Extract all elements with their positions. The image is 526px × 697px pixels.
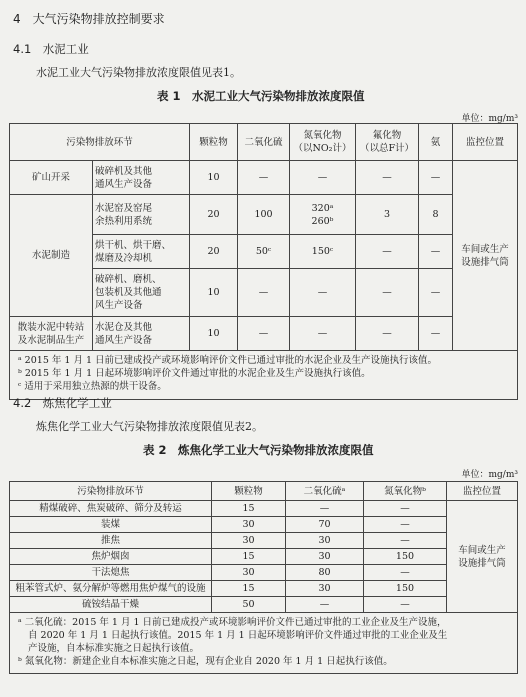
t2-nox: —: [364, 565, 447, 581]
t2-header-so2: 二氧化硫ᵃ: [286, 482, 364, 501]
t2-header-pm: 颗粒物: [212, 482, 286, 501]
table-row: [10, 317, 518, 351]
t2-header-stage: 污染物排放环节: [10, 482, 212, 501]
t1-ammonia: —: [419, 161, 453, 195]
t2-pm: 30: [212, 565, 286, 581]
t2-note-a-line3: 产设施，自本标准实施之日起执行该值。: [28, 643, 200, 654]
t1-monitor: 车间或生产 设施排气筒: [453, 161, 518, 351]
t2-pm: 15: [212, 581, 286, 597]
t1-nox: —: [290, 317, 356, 351]
t1-header-fluoride: 氟化物 （以总F计）: [356, 124, 419, 161]
t1-pm: 20: [190, 235, 238, 269]
table-1: [9, 123, 518, 400]
section-4-2-intro: 炼焦化学工业大气污染物排放浓度限值见表2。: [36, 420, 263, 433]
table-1-header-row: [10, 124, 518, 161]
t1-pm: 10: [190, 317, 238, 351]
t2-stage: 硫铵结晶干燥: [10, 597, 212, 613]
t2-so2: 30: [286, 549, 364, 565]
t1-fluoride: —: [356, 317, 419, 351]
t2-pm: 15: [212, 501, 286, 517]
table-1-notes: [10, 351, 518, 400]
t2-pm: 30: [212, 533, 286, 549]
t1-note-b: ᵇ 2015 年 1 月 1 日起环境影响评价文件通过审批的水泥企业及生产设施执行该值。: [18, 368, 371, 379]
table-2-unit: 单位：mg/m³: [461, 470, 518, 480]
t1-so2: —: [238, 269, 290, 317]
t2-stage: 焦炉烟囱: [10, 549, 212, 565]
t2-nox: —: [364, 517, 447, 533]
t2-so2: 70: [286, 517, 364, 533]
section-4-1-title: 4.1 水泥工业: [13, 42, 89, 56]
table-row: [10, 501, 518, 517]
t1-header-stage: 污染物排放环节: [10, 124, 190, 161]
t1-ammonia: —: [419, 317, 453, 351]
t1-ammonia: —: [419, 235, 453, 269]
t2-so2: —: [286, 501, 364, 517]
table-row: [10, 517, 518, 533]
t2-pm: 50: [212, 597, 286, 613]
t1-nox: 150ᶜ: [290, 235, 356, 269]
t1-so2: 100: [238, 195, 290, 235]
t1-group-cement: 水泥制造: [10, 195, 93, 317]
t1-header-pm: 颗粒物: [190, 124, 238, 161]
t2-stage: 推焦: [10, 533, 212, 549]
t1-header-so2: 二氧化硫: [238, 124, 290, 161]
t2-stage: 装煤: [10, 517, 212, 533]
table-row: [10, 581, 518, 597]
table-1-notes-row: [10, 351, 518, 400]
t1-pm: 10: [190, 161, 238, 195]
table-1-unit: 单位：mg/m³: [461, 114, 518, 124]
t1-note-a: ᵃ 2015 年 1 月 1 日前已建成投产或环境影响评价文件已通过审批的水泥企业及生产设施执行该值。: [18, 355, 438, 366]
table-1-caption: 表 1 水泥工业大气污染物排放浓度限值: [157, 89, 365, 103]
t1-header-ammonia: 氨: [419, 124, 453, 161]
table-row: [10, 565, 518, 581]
t1-stage: 水泥仓及其他 通风生产设备: [93, 317, 190, 351]
section-4-2-title: 4.2 炼焦化学工业: [13, 396, 112, 410]
t2-note-a-line2: 自 2020 年 1 月 1 日起执行该值。2015 年 1 月 1 日起环境影响评价文件通过审批的工业企业及生: [28, 630, 448, 641]
t2-header-monitor: 监控位置: [447, 482, 518, 501]
t1-stage: 水泥窑及窑尾 余热利用系统: [93, 195, 190, 235]
t2-so2: 30: [286, 533, 364, 549]
section-4-title: 4 大气污染物排放控制要求: [13, 12, 165, 26]
table-2-notes-row: [10, 613, 518, 674]
section-4-1-intro: 水泥工业大气污染物排放浓度限值见表1。: [36, 66, 241, 79]
t1-so2: —: [238, 317, 290, 351]
t2-so2: 30: [286, 581, 364, 597]
t2-note-b: ᵇ 氮氧化物：新建企业自本标准实施之日起，现有企业自 2020 年 1 月 1 日起执行该值。: [18, 656, 393, 667]
table-row: [10, 195, 518, 235]
t1-ammonia: —: [419, 269, 453, 317]
t1-nox: —: [290, 161, 356, 195]
t2-pm: 30: [212, 517, 286, 533]
t1-so2: —: [238, 161, 290, 195]
table-row: [10, 533, 518, 549]
t1-ammonia: 8: [419, 195, 453, 235]
table-2: [9, 481, 518, 674]
t2-note-a-line1: ᵃ 二氧化硫：2015 年 1 月 1 日前已建成投产或环境影响评价文件已通过审批的工业企业及生产设施，: [18, 617, 447, 628]
t2-nox: 150: [364, 549, 447, 565]
t2-stage: 精煤破碎、焦炭破碎、筛分及转运: [10, 501, 212, 517]
t1-so2: 50ᶜ: [238, 235, 290, 269]
t1-fluoride: —: [356, 269, 419, 317]
t2-stage: 粗苯管式炉、氨分解炉等燃用焦炉煤气的设施: [10, 581, 212, 597]
t2-stage: 干法熄焦: [10, 565, 212, 581]
table-2-caption: 表 2 炼焦化学工业大气污染物排放浓度限值: [143, 443, 374, 457]
t1-header-monitor: 监控位置: [453, 124, 518, 161]
t2-nox: —: [364, 597, 447, 613]
table-row: [10, 161, 518, 195]
t1-fluoride: 3: [356, 195, 419, 235]
t1-nox: 320ᵃ 260ᵇ: [290, 195, 356, 235]
t2-so2: —: [286, 597, 364, 613]
t1-note-c: ᶜ 适用于采用独立热源的烘干设备。: [18, 381, 167, 392]
t2-so2: 80: [286, 565, 364, 581]
t1-group-mining: 矿山开采: [10, 161, 93, 195]
t1-stage: 破碎机、磨机、 包装机及其他通 风生产设备: [93, 269, 190, 317]
t1-stage: 烘干机、烘干磨、 煤磨及冷却机: [93, 235, 190, 269]
t1-stage: 破碎机及其他 通风生产设备: [93, 161, 190, 195]
t1-fluoride: —: [356, 235, 419, 269]
t2-monitor: 车间或生产 设施排气筒: [447, 501, 518, 613]
t1-nox: —: [290, 269, 356, 317]
t2-nox: 150: [364, 581, 447, 597]
t2-nox: —: [364, 533, 447, 549]
table-2-header-row: [10, 482, 518, 501]
table-row: [10, 549, 518, 565]
t2-pm: 15: [212, 549, 286, 565]
t1-group-bulk-cement: 散装水泥中转站 及水泥制品生产: [10, 317, 93, 351]
table-row: [10, 597, 518, 613]
table-2-notes: [10, 613, 518, 674]
t1-pm: 20: [190, 195, 238, 235]
t2-header-nox: 氮氧化物ᵇ: [364, 482, 447, 501]
t2-nox: —: [364, 501, 447, 517]
t1-header-nox: 氮氧化物 （以NO₂计）: [290, 124, 356, 161]
t1-pm: 10: [190, 269, 238, 317]
t1-fluoride: —: [356, 161, 419, 195]
